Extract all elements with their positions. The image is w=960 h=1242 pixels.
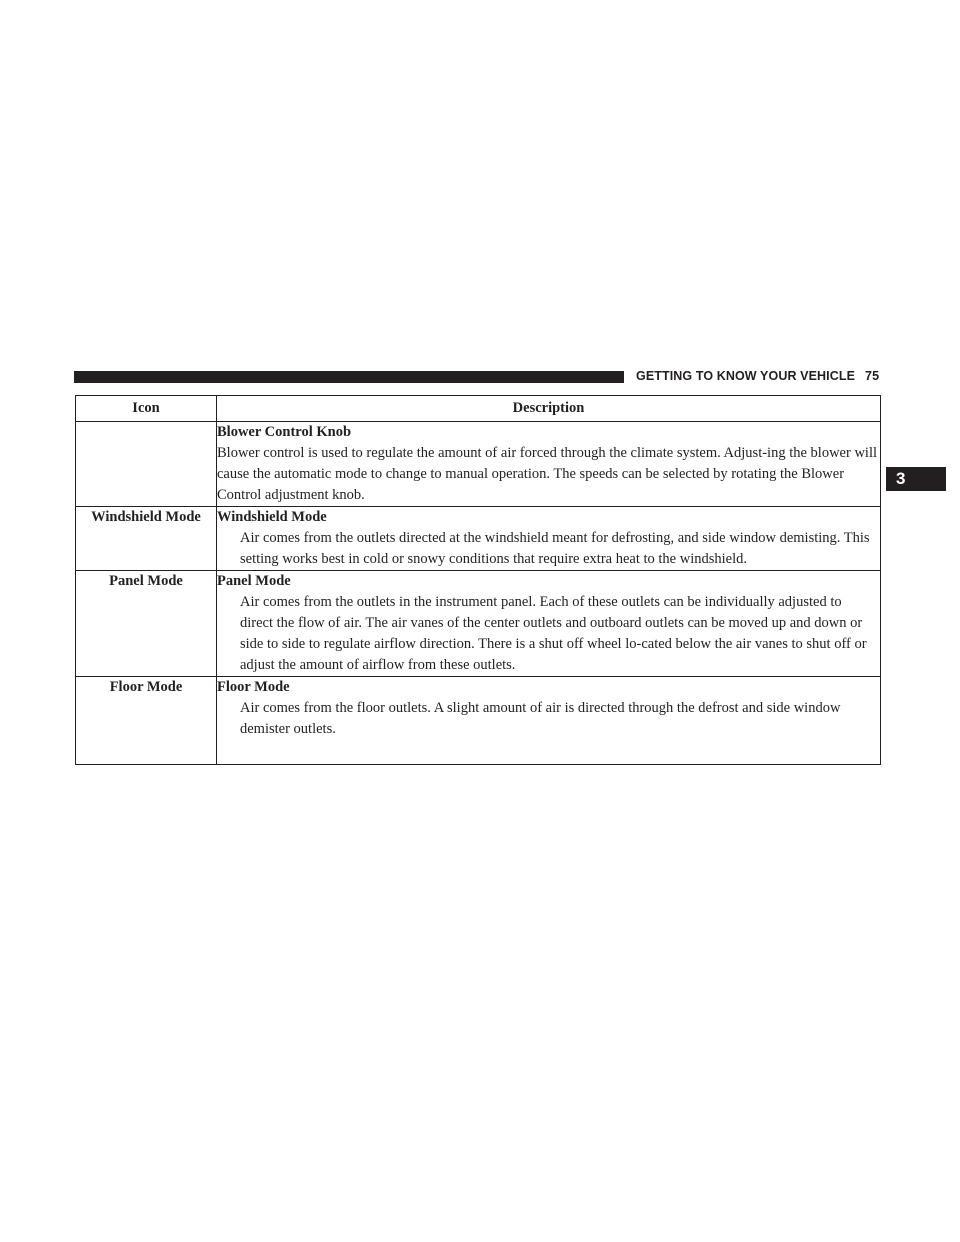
running-header bbox=[636, 369, 879, 383]
description-title: Windshield Mode bbox=[217, 509, 327, 525]
icon-cell: Floor Mode bbox=[76, 677, 217, 765]
description-body: Air comes from the floor outlets. A slight amount of air is directed through the defrost and side window demister outlets. bbox=[240, 700, 841, 737]
table-row bbox=[76, 422, 881, 507]
description-body: Air comes from the outlets directed at the windshield meant for defrosting, and side window demisting. This setting works best in cold or snowy conditions that require extra heat to the windshield. bbox=[240, 530, 870, 567]
icon-cell bbox=[76, 422, 217, 507]
header-rule bbox=[74, 371, 624, 383]
description-title: Panel Mode bbox=[217, 573, 291, 589]
description-cell bbox=[217, 422, 881, 507]
column-header-icon: Icon bbox=[76, 396, 217, 422]
column-header-description: Description bbox=[217, 396, 881, 422]
table-row bbox=[76, 677, 881, 765]
icon-cell: Windshield Mode bbox=[76, 507, 217, 571]
section-title: GETTING TO KNOW YOUR VEHICLE bbox=[636, 369, 856, 383]
table-row bbox=[76, 507, 881, 571]
table-header-row bbox=[76, 396, 881, 422]
page-number: 75 bbox=[865, 369, 880, 383]
description-body: Air comes from the outlets in the instrument panel. Each of these outlets can be individually adjusted to direct the flow of air. The air vanes of the center outlets and outboard outlets can be moved up and down or side to side to regulate airflow direction. There is a shut off wheel lo-cated below the air vanes to shut off or adjust the amount of airflow from these outlets. bbox=[240, 594, 867, 673]
climate-controls-table bbox=[75, 395, 881, 765]
chapter-number: 3 bbox=[896, 469, 906, 488]
description-cell bbox=[217, 677, 881, 765]
description-body: Blower control is used to regulate the amount of air forced through the climate system. Adjust-ing the blower will cause the automatic mode to change to manual operation. The speeds can be selected by rotating the Blower Control adjustment knob. bbox=[217, 445, 877, 503]
description-title: Floor Mode bbox=[217, 679, 290, 695]
description-title: Blower Control Knob bbox=[217, 424, 352, 440]
description-cell bbox=[217, 571, 881, 677]
chapter-tab bbox=[886, 467, 946, 491]
icon-cell: Panel Mode bbox=[76, 571, 217, 677]
table-row bbox=[76, 571, 881, 677]
description-cell bbox=[217, 507, 881, 571]
